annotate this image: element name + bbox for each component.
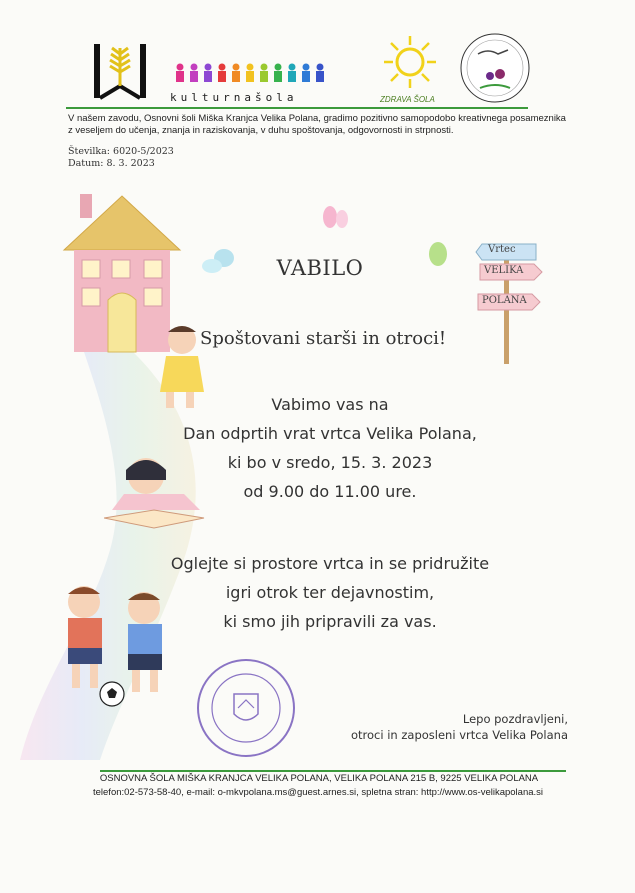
butterfly-green-icon <box>426 240 450 270</box>
document-number: Številka: 6020-5/2023 <box>68 146 174 157</box>
butterfly-pink-icon <box>322 205 350 237</box>
signature-block <box>300 711 568 743</box>
school-stamp <box>194 656 298 760</box>
mission-statement: V našem zavodu, Osnovni šoli Miška Kranjca Velika Polana, gradimo pozitivno samopodobo kreativnega posameznika z veseljem do učenja, znanja in raziskovanja, v duhu spoštovanja, odgovornosti in strpnosti. <box>68 113 566 136</box>
butterfly-blue-icon <box>200 246 236 276</box>
invite-block <box>140 393 520 503</box>
footer-rule <box>100 770 566 772</box>
zdrava-sola-text: ZDRAVA ŠOLA <box>380 95 435 104</box>
signpost-line3: POLANA <box>482 295 527 306</box>
footer-address: OSNOVNA ŠOLA MIŠKA KRANJCA VELIKA POLANA, VELIKA POLANA 215 B, 9225 VELIKA POLANA <box>99 773 539 784</box>
closing-line3: ki smo jih pripravili za vas. <box>223 612 437 631</box>
footer-contacts: telefon:02-573-58-40, e-mail: o-mkvpolana.ms@guest.arnes.si, spletna stran: http://www.os-velikapolana.si <box>92 787 544 798</box>
closing-line2: igri otrok ter dejavnostim, <box>225 583 435 602</box>
soccer-ball-icon <box>98 680 126 708</box>
signpost-line1: Vrtec <box>488 244 516 255</box>
invite-line1: Vabimo vas na <box>271 395 389 414</box>
invite-line4: od 9.00 do 11.00 ure. <box>243 482 417 501</box>
invite-line2: Dan odprtih vrat vrtca Velika Polana, <box>183 424 477 443</box>
closing-block <box>140 552 520 633</box>
kultura-sola-logo <box>170 62 338 102</box>
kultura-sola-text: kulturnašola <box>170 91 298 104</box>
school-book-logo <box>92 40 148 102</box>
closing-line1: Oglejte si prostore vrtca in se pridružite <box>170 554 490 573</box>
signature-line1: Lepo pozdravljeni, <box>462 712 568 726</box>
zdrava-sola-logo <box>372 34 448 104</box>
signature-line2: otroci in zaposleni vrtca Velika Polana <box>351 728 568 742</box>
signpost-line2: VELIKA <box>484 265 524 276</box>
invite-line3: ki bo v sredo, 15. 3. 2023 <box>227 453 433 472</box>
invitation-title: VABILO <box>276 256 364 280</box>
header-rule <box>66 107 528 109</box>
school-emblem-logo <box>458 32 532 104</box>
greeting: Spoštovani starši in otroci! <box>200 328 447 349</box>
document-date: Datum: 8. 3. 2023 <box>68 158 155 169</box>
